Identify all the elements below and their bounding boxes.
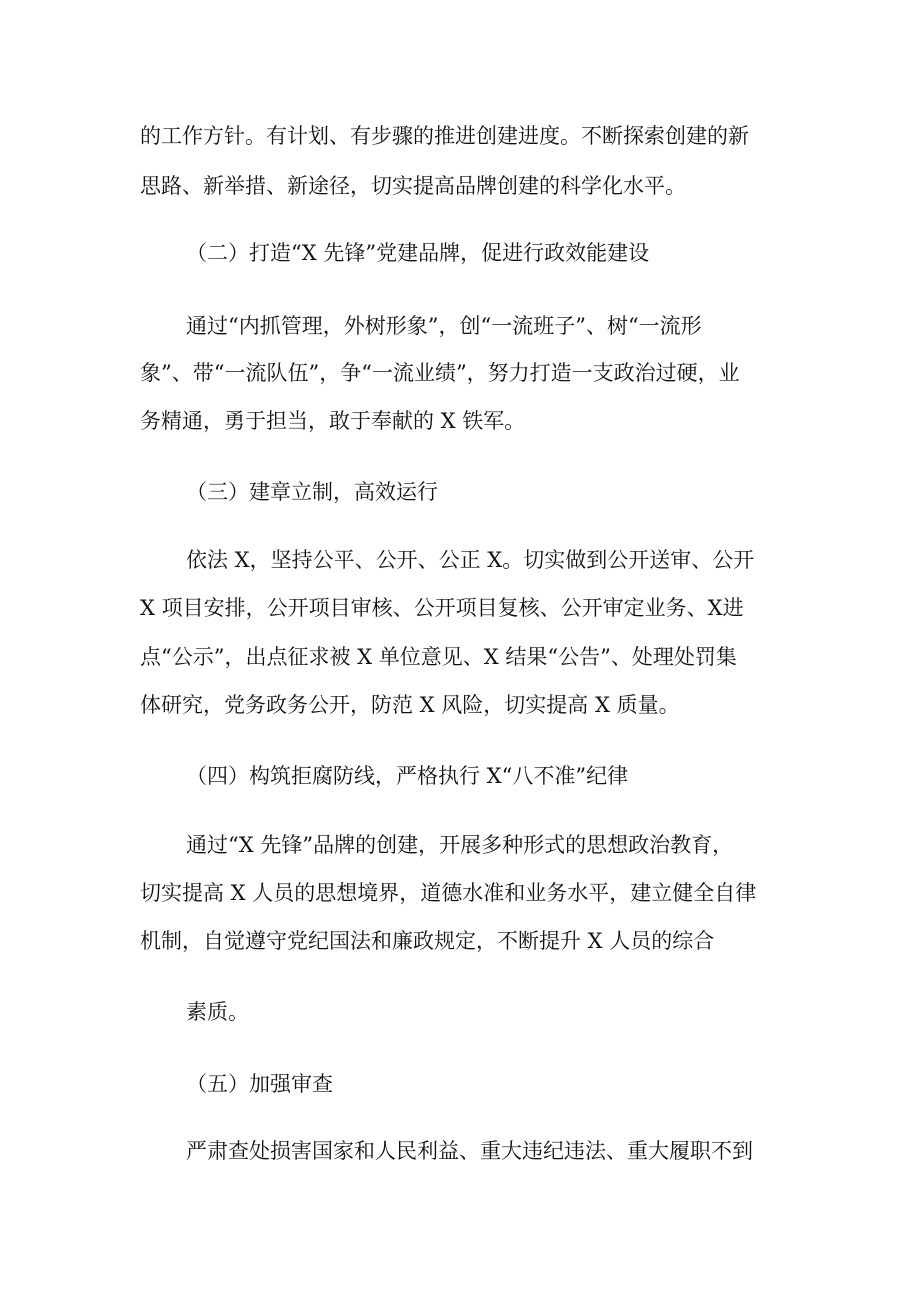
paragraph-line: 严肃查处损害国家和人民利益、重大违纪违法、重大履职不到: [186, 1139, 753, 1163]
paragraph-line: 思路、新举措、新途径，切实提高品牌创建的科学化水平。: [140, 174, 686, 198]
section-heading: （五）加强审查: [186, 1072, 333, 1096]
paragraph-line: 通过“内抓管理，外树形象”，创“一流班子”、树“一流形: [186, 314, 702, 338]
paragraph-line: 体研究，党务政务公开，防范 X 风险，切实提高 X 质量。: [140, 693, 680, 717]
paragraph-line: 素质。: [186, 1000, 249, 1024]
paragraph-line: 通过“X 先锋”品牌的创建，开展多种形式的思想政治教育，: [186, 833, 734, 857]
paragraph-line: 机制，自觉遵守党纪国法和廉政规定，不断提升 X 人员的综合: [140, 929, 715, 953]
paragraph-line: 切实提高 X 人员的思想境界，道德水准和业务水平，建立健全自律: [140, 881, 757, 905]
paragraph-line: 务精通，勇于担当，敢于奉献的 X 铁军。: [140, 409, 526, 433]
paragraph-line: 点“公示”，出点征求被 X 单位意见、X 结果“公告”、处理处罚集: [140, 645, 737, 669]
section-heading: （四）构筑拒腐防线，严格执行 X“八不准”纪律: [186, 764, 629, 788]
paragraph-line: 象”、带“一流队伍”，争“一流业绩”，努力打造一支政治过硬，业: [140, 361, 740, 385]
section-heading: （三）建章立制，高效运行: [186, 480, 438, 504]
paragraph-line: X 项目安排，公开项目审核、公开项目复核、公开审定业务、X进: [140, 596, 744, 620]
paragraph-line: 的工作方针。有计划、有步骤的推进创建进度。不断探索创建的新: [140, 124, 749, 148]
section-heading: （二）打造“X 先锋”党建品牌，促进行政效能建设: [186, 241, 650, 265]
paragraph-line: 依法 X，坚持公平、公开、公正 X。切实做到公开送审、公开: [186, 548, 755, 572]
